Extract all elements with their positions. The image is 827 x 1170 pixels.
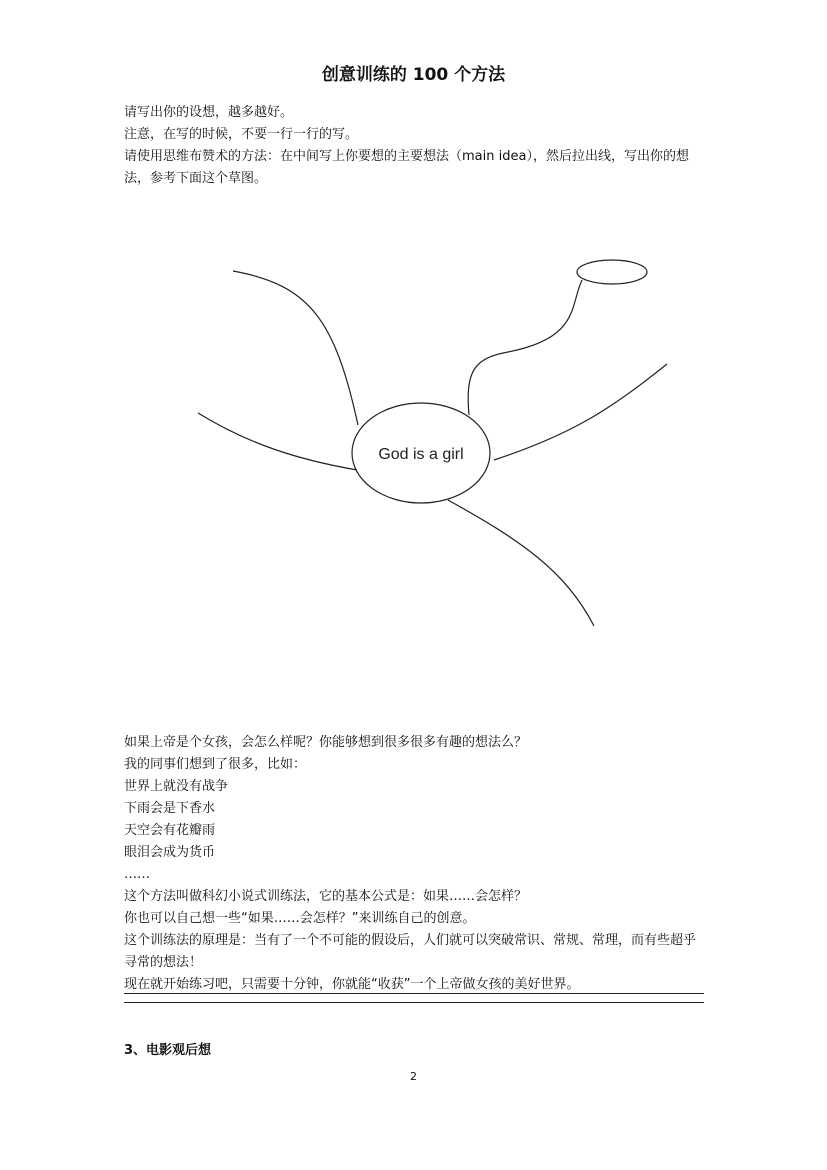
intro-paragraphs	[124, 102, 706, 190]
separator-line	[124, 993, 704, 1003]
mind-map-diagram	[190, 250, 690, 640]
branch-line	[233, 271, 358, 425]
body-line: 眼泪会成为货币	[124, 845, 216, 860]
body-line: 这个训练法的原理是：当有了一个不可能的假设后，人们就可以突破常识、常规、常理，而有些超乎寻常的想法！	[124, 933, 697, 970]
body-line: 世界上就没有战争	[124, 779, 229, 794]
center-node-label: God is a girl	[378, 446, 464, 463]
section-heading: 3、电影观后想	[124, 1043, 212, 1058]
body-line: 现在就开始练习吧，只需要十分钟，你就能“收获”一个上帝做女孩的美好世界。	[124, 977, 580, 992]
intro-line: 注意，在写的时候，不要一行一行的写。	[124, 127, 359, 142]
body-line: ……	[124, 867, 150, 882]
branch-line	[448, 500, 594, 626]
body-line: 这个方法叫做科幻小说式训练法，它的基本公式是：如果……会怎样？	[124, 889, 528, 904]
branch-line	[198, 413, 357, 470]
body-line: 如果上帝是个女孩，会怎么样呢？你能够想到很多很多有趣的想法么？	[124, 735, 528, 750]
branch-line	[468, 280, 582, 415]
idea-bubble	[577, 260, 647, 284]
body-line: 你也可以自己想一些“如果……会怎样？”来训练自己的创意。	[124, 911, 476, 926]
page-number: 2	[410, 1070, 417, 1083]
body-line: 我的同事们想到了很多，比如：	[124, 757, 307, 772]
body-line: 下雨会是下香水	[124, 801, 216, 816]
page-title: 创意训练的 100 个方法	[321, 65, 506, 85]
body-paragraphs	[124, 732, 706, 996]
intro-line: 请使用思维布赞术的方法：在中间写上你要想的主要想法（main idea），然后拉出线，写出你的想法，参考下面这个草图。	[124, 149, 689, 186]
body-line: 天空会有花瓣雨	[124, 823, 216, 838]
intro-line: 请写出你的设想，越多越好。	[124, 105, 294, 120]
branch-line	[494, 364, 667, 460]
